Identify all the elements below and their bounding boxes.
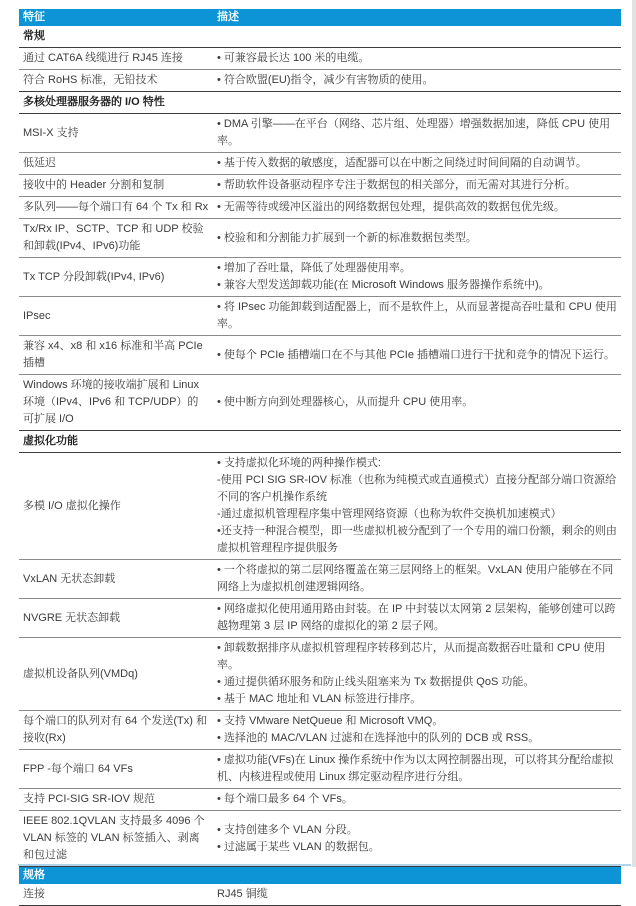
column-header-feature: 特征 xyxy=(23,11,45,23)
band-section-row xyxy=(19,867,621,884)
description-cell xyxy=(215,453,621,559)
description-cell xyxy=(215,197,621,218)
description-line: • 基于 MAC 地址和 VLAN 标签进行排序。 xyxy=(217,693,422,705)
table-header-row xyxy=(19,9,621,26)
description-line: • 通过提供循环服务和防止线头阻塞来为 Tx 数据提供 QoS 功能。 xyxy=(217,676,535,688)
description-line: • 网络虚拟化使用通用路由封装。在 IP 中封装以太网第 2 层架构，能够创建可以跨越物理第 3 层 IP 网络的虚拟化的第 2 层子网。 xyxy=(217,603,616,632)
description-line: -通过虚拟机管理程序集中管理网络资源（也称为软件交换机加速模式） xyxy=(217,508,562,520)
description-line: • 可兼容最长达 100 米的电缆。 xyxy=(217,52,370,64)
description-cell xyxy=(215,114,621,152)
description-line: • 符合欧盟(EU)指令，减少有害物质的使用。 xyxy=(217,74,434,86)
section-label: 常规 xyxy=(23,30,45,42)
bottom-accent-line xyxy=(18,864,631,866)
feature-cell: 兼容 x4、x8 和 x16 标准和半高 PCIe 插槽 xyxy=(23,340,203,369)
table-row xyxy=(19,375,621,431)
feature-cell: 支持 PCI-SIG SR-IOV 规范 xyxy=(23,793,156,805)
table-row xyxy=(19,48,621,70)
section-label: 多核处理器服务器的 I/O 特性 xyxy=(23,96,165,108)
feature-cell: 多队列——每个端口有 64 个 Tx 和 Rx xyxy=(23,201,209,213)
description-line: • 使每个 PCIe 插槽端口在不与其他 PCIe 插槽端口进行干扰和竞争的情况下运行。 xyxy=(217,348,616,361)
description-cell xyxy=(215,392,621,413)
table-row xyxy=(19,70,621,92)
feature-cell: IEEE 802.1QVLAN 支持最多 4096 个 VLAN 标签的 VLAN 标签插入、剥离和包过滤 xyxy=(23,815,205,861)
feature-cell: 虚拟机设备队列(VMDq) xyxy=(23,667,138,680)
feature-cell: 通过 CAT6A 线缆进行 RJ45 连接 xyxy=(23,52,183,64)
description-line: •还支持一种混合模型，即一些虚拟机被分配到了一个专用的端口份额，剩余的则由虚拟机管理程序提供服务 xyxy=(217,525,617,554)
description-line: • 兼容大型发送卸载功能(在 Microsoft Windows 服务器操作系统中)。 xyxy=(217,279,550,291)
table-row xyxy=(19,638,621,711)
description-line: • 选择池的 MAC/VLAN 过滤和在选择池中的队列的 DCB 或 RSS。 xyxy=(217,732,540,744)
description-cell xyxy=(215,175,621,196)
table-row xyxy=(19,750,621,789)
table-row xyxy=(19,114,621,153)
feature-cell: 连接 xyxy=(23,888,45,900)
description-line: • 无需等待或缓冲区溢出的网络数据包处理，提供高效的数据包优先级。 xyxy=(217,201,565,213)
section-label: 规格 xyxy=(23,869,45,881)
description-line: • 校验和和分割能力扩展到一个新的标准数据包类型。 xyxy=(217,231,477,244)
column-header-description: 描述 xyxy=(217,11,239,23)
feature-cell: 接收中的 Header 分割和复制 xyxy=(23,179,165,191)
description-cell xyxy=(215,70,621,91)
description-cell xyxy=(215,638,621,710)
description-line: • 每个端口最多 64 个 VFs。 xyxy=(217,793,353,805)
table-row xyxy=(19,336,621,375)
description-line: • 支持 VMware NetQueue 和 Microsoft VMQ。 xyxy=(217,715,444,727)
description-line: • 基于传入数据的敏感度，适配器可以在中断之间绕过时间间隔的自动调节。 xyxy=(217,157,587,169)
feature-cell: MSI-X 支持 xyxy=(23,126,79,139)
description-line: • DMA 引擎——在平台（网络、芯片组、处理器）增强数据加速，降低 CPU 使用率。 xyxy=(217,118,611,147)
description-line: • 支持创建多个 VLAN 分段。 xyxy=(217,823,358,836)
description-line: • 增加了吞吐量，降低了处理器使用率。 xyxy=(217,262,411,274)
table-row xyxy=(19,219,621,258)
description-cell xyxy=(215,560,621,598)
table-row xyxy=(19,197,621,219)
page-edge-strip xyxy=(632,0,636,867)
table-row xyxy=(19,711,621,750)
description-line: • 虚拟功能(VFs)在 Linux 操作系统中作为以太网控制器出现，可以将其分配给虚拟机、内核进程或使用 Linux 绑定驱动程序进行分组。 xyxy=(217,754,614,783)
table-row xyxy=(19,599,621,638)
section-header-row xyxy=(19,431,621,453)
description-cell xyxy=(215,820,621,858)
description-cell xyxy=(215,789,621,810)
table-row xyxy=(19,811,621,867)
table-row xyxy=(19,560,621,599)
feature-cell: FPP -每个端口 64 VFs xyxy=(23,762,133,775)
description-line: • 使中断方向到处理器核心，从而提升 CPU 使用率。 xyxy=(217,396,474,408)
feature-cell: Tx/Rx IP、SCTP、TCP 和 UDP 校验和卸载(IPv4、IPv6)功能 xyxy=(23,223,204,252)
description-cell xyxy=(215,297,621,335)
description-cell xyxy=(215,48,621,69)
section-header-row xyxy=(19,92,621,114)
description-line: • 支持虚拟化环境的两种操作模式: xyxy=(217,457,381,469)
description-cell xyxy=(215,884,621,905)
table-row xyxy=(19,153,621,175)
description-line: • 帮助软件设备驱动程序专注于数据包的相关部分，而无需对其进行分析。 xyxy=(217,179,576,191)
description-cell xyxy=(215,599,621,637)
description-cell xyxy=(215,345,621,366)
feature-cell: VxLAN 无状态卸载 xyxy=(23,572,116,585)
feature-cell: 每个端口的队列对有 64 个发送(Tx) 和接收(Rx) xyxy=(23,715,207,744)
section-label: 虚拟化功能 xyxy=(23,435,78,447)
table-row xyxy=(19,453,621,560)
feature-cell: 符合 RoHS 标准，无铅技术 xyxy=(23,74,158,86)
table-row xyxy=(19,175,621,197)
spec-table-body xyxy=(19,26,621,906)
feature-cell: 低延迟 xyxy=(23,157,56,169)
description-line: • 卸载数据排序从虚拟机管理程序转移到芯片，从而提高数据吞吐量和 CPU 使用率。 xyxy=(217,642,606,671)
description-cell xyxy=(215,711,621,749)
table-row xyxy=(19,297,621,336)
section-header-row xyxy=(19,26,621,48)
feature-cell: Windows 环境的接收端扩展和 Linux 环境（IPv4、IPv6 和 TCP/UDP）的可扩展 I/O xyxy=(23,379,200,425)
description-line: RJ45 铜缆 xyxy=(217,888,268,900)
description-cell xyxy=(215,258,621,296)
feature-cell: IPsec xyxy=(23,309,51,322)
description-line: • 将 IPsec 功能卸载到适配器上，而不是软件上，从而显著提高吞吐量和 CPU 使用率。 xyxy=(217,301,617,330)
feature-cell: 多模 I/O 虚拟化操作 xyxy=(23,499,121,512)
table-row xyxy=(19,789,621,811)
description-line: -使用 PCI SIG SR-IOV 标准（也称为纯模式或直通模式）直接分配部分端口资源给不同的客户机操作系统 xyxy=(217,474,617,503)
description-cell xyxy=(215,228,621,249)
description-line: • 一个将虚拟的第二层网络覆盖在第三层网络上的框架。VxLAN 使用户能够在不同网络上为虚拟机创建逻辑网络。 xyxy=(217,564,614,593)
feature-cell: NVGRE 无状态卸载 xyxy=(23,611,121,624)
description-line: • 过滤属于某些 VLAN 的数据包。 xyxy=(217,840,380,853)
description-cell xyxy=(215,153,621,174)
feature-spec-table xyxy=(19,9,621,906)
table-row xyxy=(19,884,621,906)
description-cell xyxy=(215,750,621,788)
feature-cell: Tx TCP 分段卸载(IPv4, IPv6) xyxy=(23,270,165,283)
table-row xyxy=(19,258,621,297)
